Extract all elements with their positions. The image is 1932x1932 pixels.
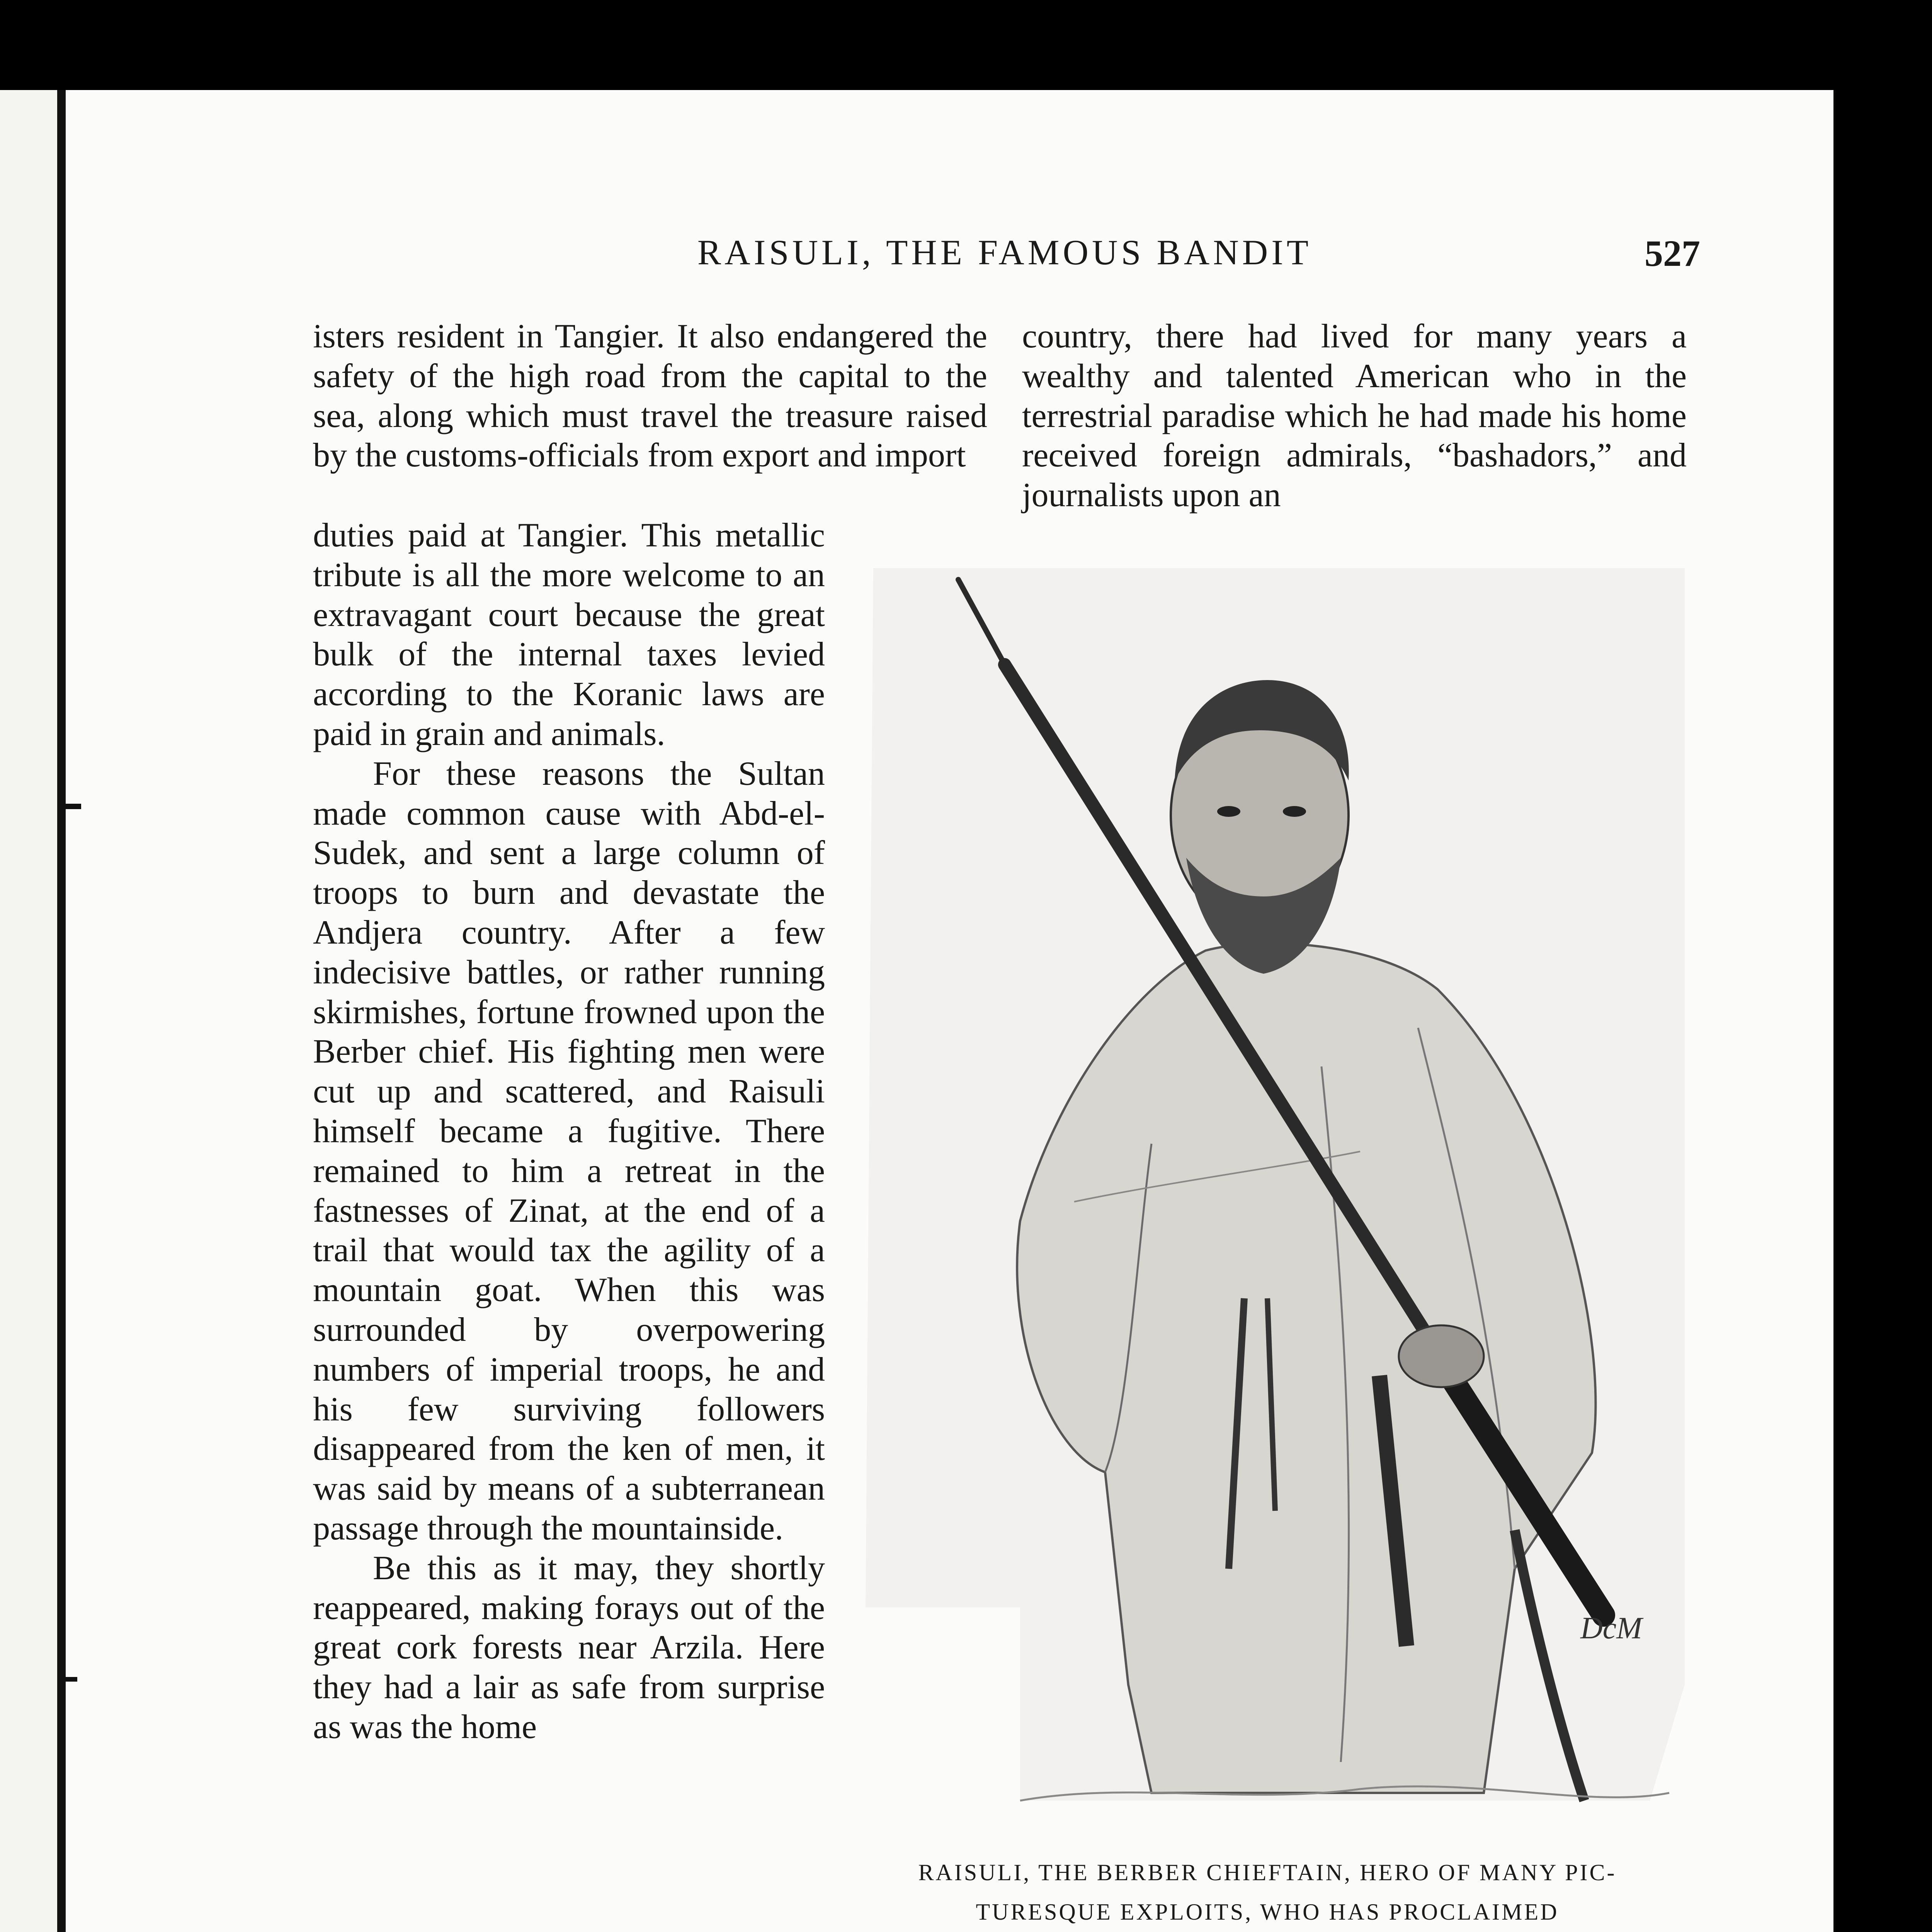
paragraph: duties paid at Tangier. This metallic tribute is all the more welcome to an extravagant court because the great bulk of the internal taxes levied according to the Koranic laws are paid in grain and animals. [313,517,825,753]
portrait-drawing [858,564,1689,1855]
column-2-top-text [1022,317,1687,515]
caption-line: RAISULI, THE BERBER CHIEFTAIN, HERO OF MANY PIC- [918,1860,1617,1885]
running-head: RAISULI, THE FAMOUS BANDIT [697,233,1312,272]
column-1-beside-figure [313,516,825,1747]
left-page-edge [0,90,66,1932]
binding-gutter [57,90,66,1932]
paragraph: Be this as it may, they shortly reappeared, making forays out of the great cork forests near Arzila. Here they had a lair as safe from surprise as was the home [313,1549,825,1746]
artist-signature: DcM [1580,1611,1642,1645]
paragraph: isters resident in Tangier. It also endangered the safety of the high road from the capital to the sea, along which must travel the treasure raised by the customs-officials from export and import [313,318,987,474]
figure-caption [850,1853,1685,1932]
margin-mark [58,1677,77,1682]
paragraph: country, there had lived for many years a wealthy and talented American who in the terrestrial paradise which he had made his home received foreign admirals, “bashadors,” and journalists upon an [1022,318,1687,514]
raisuli-illustration [858,564,1689,1855]
page-number: 527 [1645,233,1700,274]
column-1-top-text [313,317,987,476]
caption-line: TURESQUE EXPLOITS, WHO HAS PROCLAIMED [976,1899,1559,1925]
paragraph: For these reasons the Sultan made common cause with Abd-el-Sudek, and sent a large column of troops to burn and devastate the Andjera country. After a few indecisive battles, or rather running skirmishes, fortune frowned upon the Berber chief. His fighting men were cut up and scattered, and Raisuli himself became a fugitive. There remained to him a retreat in the fastnesses of Zinat, at the end of a trail that would tax the agility of a mountain goat. When this was surrounded by overpowering numbers of imperial troops, he and his few surviving followers disappeared from the ken of men, it was said by means of a subterranean passage through the mountainside. [313,755,825,1547]
margin-mark [58,804,81,809]
